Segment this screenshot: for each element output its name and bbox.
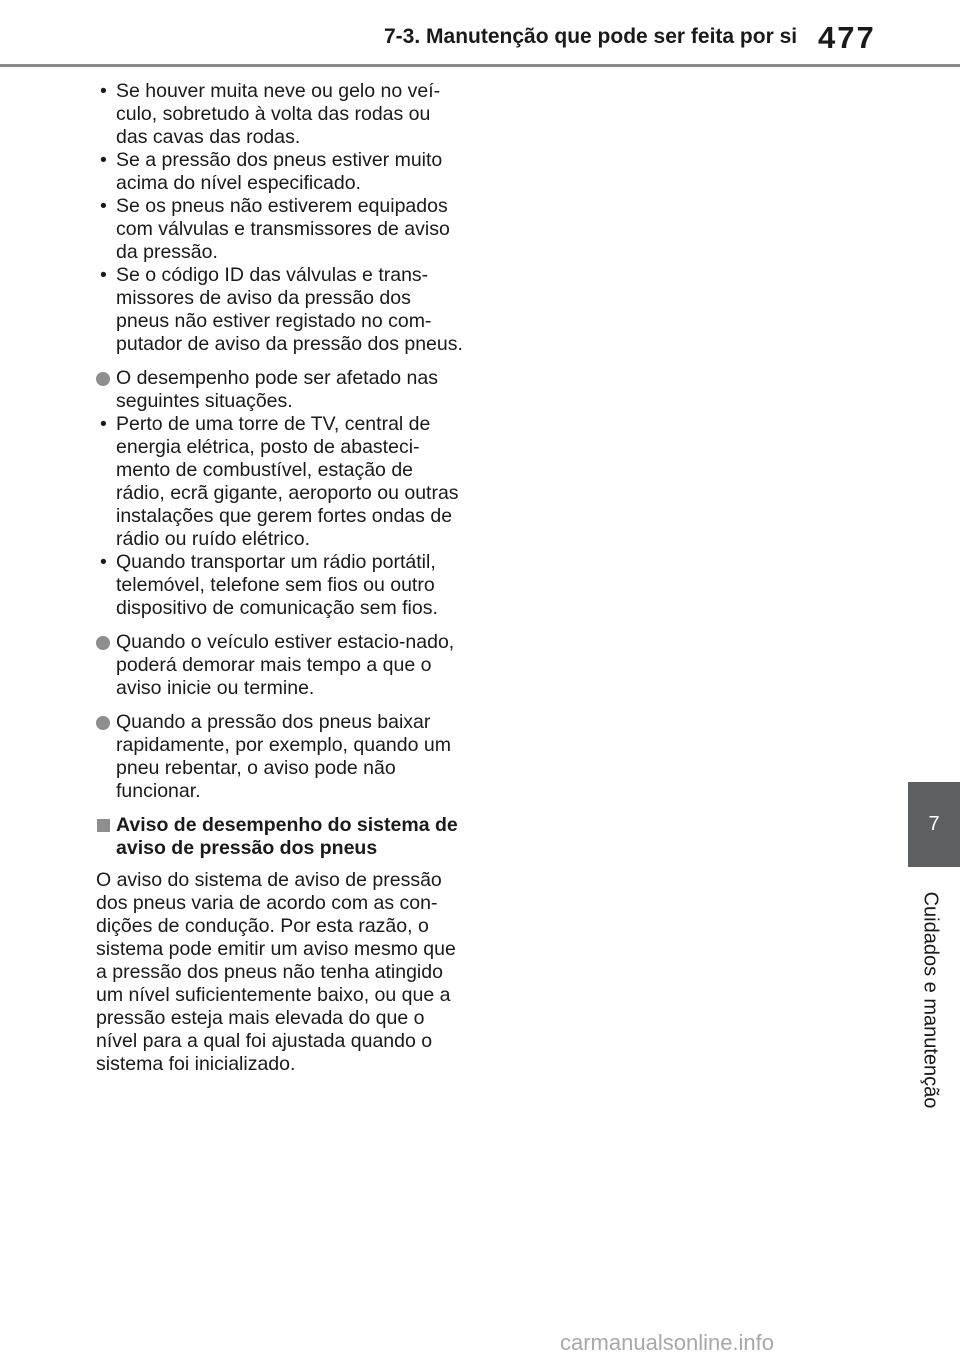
watermark: carmanualsonline.info xyxy=(560,1330,775,1355)
dash-item: • Se os pneus não estiverem equipados com válvulas e transmissores de aviso da pressão. xyxy=(96,195,466,264)
section-title: 7-3. Manutenção que pode ser feita por si xyxy=(384,25,798,48)
chapter-tab: 7 xyxy=(908,782,960,867)
dash-item: • Perto de uma torre de TV, central de energia elétrica, posto de abasteci-mento de combustível, estação de rádio, ecrã gigante, aeroporto ou outras instalações que gerem fortes ondas de rádio ou ruído elétrico. xyxy=(96,413,466,551)
dash-item: • Quando transportar um rádio portátil, telemóvel, telefone sem fios ou outro dispositivo de comunicação sem fios. xyxy=(96,551,466,620)
bullet-dot-icon xyxy=(96,372,110,386)
bullet-text: O desempenho pode ser afetado nas seguintes situações. xyxy=(116,367,438,412)
bullet-item xyxy=(96,711,466,803)
heading-square-icon xyxy=(97,819,110,832)
page-number: 477 xyxy=(818,20,876,55)
bullet-item xyxy=(96,367,466,413)
heading-text: Aviso de desempenho do sistema de aviso de pressão dos pneus xyxy=(116,814,458,859)
bullet-dot-icon xyxy=(96,636,110,650)
chapter-title: Cuidados e manutenção xyxy=(919,891,942,1109)
bullet-text: Quando o veículo estiver estacio-nado, poderá demorar mais tempo a que o aviso inicie ou termine. xyxy=(116,631,455,699)
dash-item: • Se o código ID das válvulas e trans-missores de aviso da pressão dos pneus não estiver registado no com-putador de aviso da pressão dos pneus. xyxy=(96,264,466,356)
bullet-dot-icon xyxy=(96,716,110,730)
bullet-text: Quando a pressão dos pneus baixar rapidamente, por exemplo, quando um pneu rebentar, o aviso pode não funcionar. xyxy=(116,711,451,802)
body-paragraph: O aviso do sistema de aviso de pressão dos pneus varia de acordo com as con-dições de condução. Por esta razão, o sistema pode emitir um aviso mesmo que a pressão dos pneus não tenha atingido um nível suficientemente baixo, ou que a pressão esteja mais elevada do que o nível para a qual foi ajustada quando o sistema foi inicializado. xyxy=(96,869,456,1075)
dash-item: • Se houver muita neve ou gelo no veí-culo, sobretudo à volta das rodas ou das cavas das rodas. xyxy=(96,80,466,149)
dash-item: • Se a pressão dos pneus estiver muito acima do nível especificado. xyxy=(96,149,466,195)
bullet-item xyxy=(96,631,466,700)
header-divider xyxy=(0,64,960,67)
body-content xyxy=(96,80,466,1076)
section-heading xyxy=(96,814,466,860)
